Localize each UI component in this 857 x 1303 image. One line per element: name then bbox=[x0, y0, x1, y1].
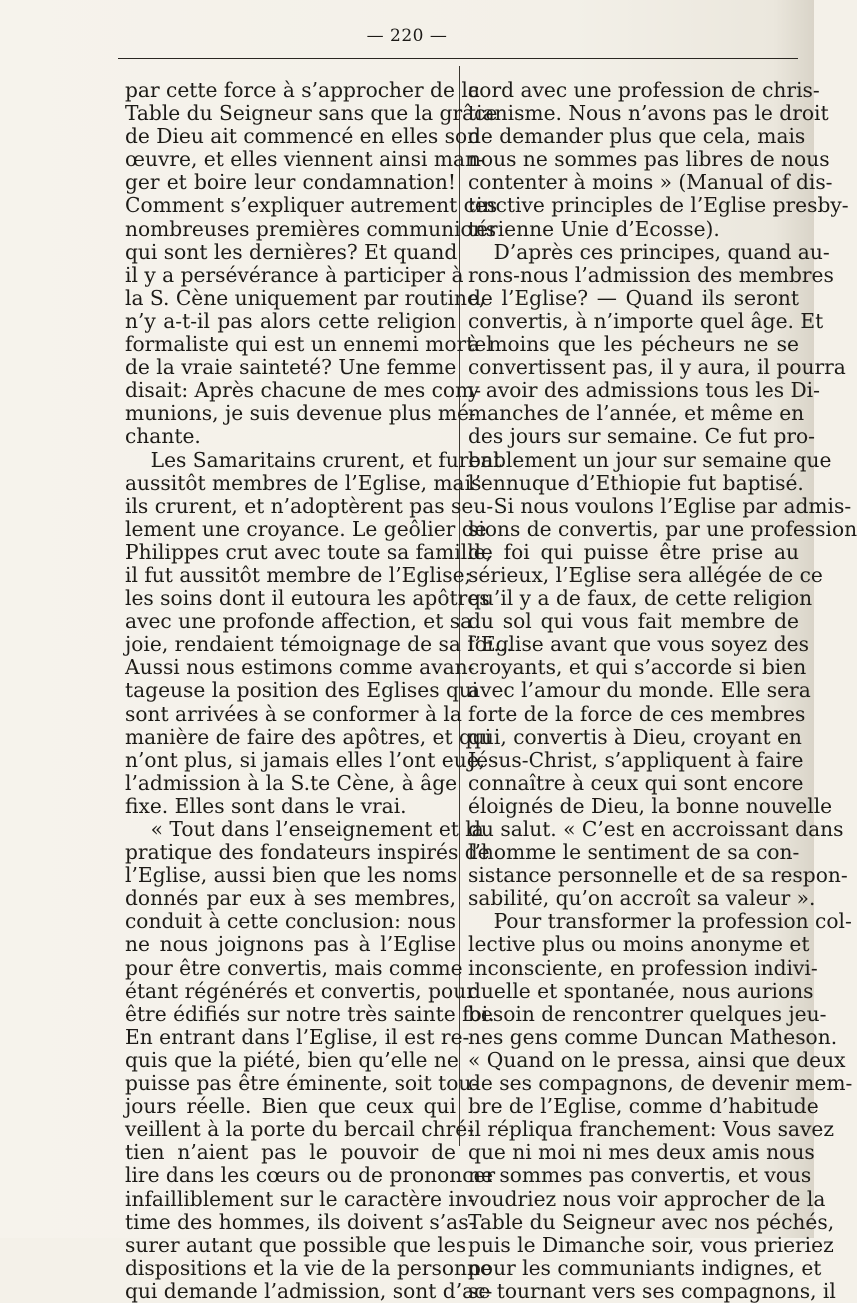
text-line: dispositions et la vie de la personne bbox=[125, 1255, 492, 1280]
text-line: sérieux, l’Eglise sera allégée de ce bbox=[468, 562, 823, 587]
text-line: ne sommes pas convertis, et vous bbox=[468, 1163, 812, 1188]
text-line: pour les communiants indignes, et bbox=[468, 1255, 822, 1280]
text-line: chante. bbox=[125, 424, 201, 449]
text-line: manière de faire des apôtres, et qui bbox=[125, 724, 492, 749]
text-line: sistance personnelle et de sa respon- bbox=[468, 863, 848, 888]
text-line: donnés par eux à ses membres, bbox=[125, 886, 456, 911]
text-line: lective plus ou moins anonyme et bbox=[468, 932, 810, 957]
text-line: quis que la piété, bien qu’elle ne bbox=[125, 1047, 459, 1072]
page-number: — 220 — bbox=[366, 26, 448, 46]
text-line: à moins que les pécheurs ne se bbox=[468, 332, 799, 357]
text-line: nombreuses premières communions bbox=[125, 216, 497, 241]
text-line: étant régénérés et convertis, pour bbox=[125, 978, 476, 1003]
text-line: Jésus-Christ, s’appliquent à faire bbox=[468, 747, 804, 772]
text-line: avec l’amour du monde. Elle sera bbox=[468, 678, 811, 703]
text-line: y avoir des admissions tous les Di- bbox=[468, 378, 820, 403]
text-line: Aussi nous estimons comme avan- bbox=[125, 655, 475, 680]
text-line: térienne Unie d’Ecosse). bbox=[468, 216, 720, 241]
text-line: sabilité, qu’on accroît sa valeur ». bbox=[468, 886, 816, 911]
text-line: fixe. Elles sont dans le vrai. bbox=[125, 793, 407, 818]
text-line: joie, rendaient témoignage de sa foi... bbox=[125, 632, 513, 657]
text-line: les soins dont il eutoura les apôtres bbox=[125, 586, 490, 611]
text-line: avec une profonde affection, et sa bbox=[125, 609, 473, 634]
text-line: En entrant dans l’Eglise, il est re- bbox=[125, 1024, 470, 1049]
text-line: manches de l’année, et même en bbox=[468, 401, 805, 426]
text-line: connaître à ceux qui sont encore bbox=[468, 770, 804, 795]
text-line: nous ne sommes pas libres de nous bbox=[468, 147, 830, 172]
text-line: lire dans les cœurs ou de prononcer bbox=[125, 1163, 496, 1188]
text-line: que ni moi ni mes deux amis nous bbox=[468, 1140, 815, 1165]
text-line: forte de la force de ces membres bbox=[468, 701, 806, 726]
text-line: duelle et spontanée, nous aurions bbox=[468, 978, 814, 1003]
text-line: de demander plus que cela, mais bbox=[468, 124, 806, 149]
text-line: convertissent pas, il y aura, il pourra bbox=[468, 355, 846, 380]
text-line: inconsciente, en profession indivi- bbox=[468, 955, 818, 980]
text-line: bablement un jour sur semaine que bbox=[468, 447, 832, 472]
text-line: être édifiés sur notre très sainte foi. bbox=[125, 1001, 495, 1026]
text-line: il y a persévérance à participer à bbox=[125, 262, 464, 287]
text-line: contenter à moins » (Manual of dis- bbox=[468, 170, 833, 195]
text-line: munions, je suis devenue plus mé- bbox=[125, 401, 476, 426]
text-line: pratique des fondateurs inspirés de bbox=[125, 840, 490, 865]
text-line: Comment s’expliquer autrement ces bbox=[125, 193, 498, 218]
text-line: des jours sur semaine. Ce fut pro- bbox=[468, 424, 816, 449]
text-line: Table du Seigneur avec nos péchés, bbox=[468, 1209, 835, 1234]
text-line: tien n’aient pas le pouvoir de bbox=[125, 1140, 456, 1165]
text-line: la S. Cène uniquement par routine, bbox=[125, 285, 486, 310]
text-line: puisse pas être éminente, soit tou- bbox=[125, 1071, 479, 1096]
text-line: Si nous voulons l’Eglise par admis- bbox=[468, 493, 852, 518]
text-line: infailliblement sur le caractère in- bbox=[125, 1186, 475, 1211]
text-line: de ses compagnons, de devenir mem- bbox=[468, 1071, 853, 1096]
text-line: il répliqua franchement: Vous savez bbox=[468, 1117, 835, 1142]
text-line: veillent à la porte du bercail chré- bbox=[125, 1117, 475, 1142]
text-line: D’après ces principes, quand au- bbox=[468, 239, 830, 264]
text-line: n’y a-t-il pas alors cette religion bbox=[125, 308, 456, 333]
text-line: l’ennuque d’Ethiopie fut baptisé. bbox=[468, 470, 804, 495]
text-line: time des hommes, ils doivent s’as- bbox=[125, 1209, 476, 1234]
text-line: se tournant vers ses compagnons, il bbox=[468, 1278, 836, 1303]
text-line: l’homme le sentiment de sa con- bbox=[468, 840, 800, 865]
text-line: nes gens comme Duncan Matheson. bbox=[468, 1024, 838, 1049]
text-line: rons-nous l’admission des membres bbox=[468, 262, 834, 287]
text-line: du sol qui vous fait membre de bbox=[468, 609, 799, 634]
text-line: ne nous joignons pas à l’Eglise bbox=[125, 932, 456, 957]
text-line: il fut aussitôt membre de l’Eglise; bbox=[125, 562, 472, 587]
text-line: tageuse la position des Eglises qui bbox=[125, 678, 479, 703]
text-line: bre de l’Eglise, comme d’habitude bbox=[468, 1094, 819, 1119]
text-line: Pour transformer la profession col- bbox=[468, 909, 852, 934]
text-line: ger et boire leur condamnation! bbox=[125, 170, 456, 195]
left-column bbox=[125, 78, 513, 1303]
text-line: jours réelle. Bien que ceux qui bbox=[125, 1094, 456, 1119]
header-rule bbox=[118, 58, 798, 59]
text-line: aussitôt membres de l’Eglise, mais bbox=[125, 470, 482, 495]
text-line: qui, convertis à Dieu, croyant en bbox=[468, 724, 802, 749]
text-line: disait: Après chacune de mes com- bbox=[125, 378, 482, 403]
text-line: tianisme. Nous n’avons pas le droit bbox=[468, 101, 829, 126]
text-line: besoin de rencontrer quelques jeu- bbox=[468, 1001, 827, 1026]
right-column bbox=[468, 78, 857, 1303]
text-line: conduit à cette conclusion: nous bbox=[125, 909, 456, 934]
text-line: œuvre, et elles viennent ainsi man- bbox=[125, 147, 485, 172]
text-line: qui demande l’admission, sont d’ac- bbox=[125, 1278, 493, 1303]
text-line: pour être convertis, mais comme bbox=[125, 955, 463, 980]
text-line: puis le Dimanche soir, vous prieriez bbox=[468, 1232, 834, 1257]
text-line: qui sont les dernières? Et quand bbox=[125, 239, 458, 264]
text-line: Philippes crut avec toute sa famille, bbox=[125, 539, 493, 564]
text-line: l’Eglise, aussi bien que les noms bbox=[125, 863, 458, 888]
text-line: surer autant que possible que les bbox=[125, 1232, 467, 1257]
text-line: « Quand on le pressa, ainsi que deux bbox=[468, 1047, 846, 1072]
text-line: convertis, à n’importe quel âge. Et bbox=[468, 308, 824, 333]
text-line: l’Eglise avant que vous soyez des bbox=[468, 632, 809, 657]
text-line: sions de convertis, par une profession bbox=[468, 516, 857, 541]
text-line: éloignés de Dieu, la bonne nouvelle bbox=[468, 793, 833, 818]
text-line: sont arrivées à se conformer à la bbox=[125, 701, 462, 726]
text-line: de la vraie sainteté? Une femme bbox=[125, 355, 457, 380]
text-line: cord avec une profession de chris- bbox=[468, 78, 820, 102]
text-line: lement une croyance. Le geôlier de bbox=[125, 516, 487, 541]
text-line: ils crurent, et n’adoptèrent pas seu- bbox=[125, 493, 494, 518]
text-line: Table du Seigneur sans que la grâce bbox=[125, 101, 498, 126]
text-line: voudriez nous voir approcher de la bbox=[468, 1186, 826, 1211]
text-line: de foi qui puisse être prise au bbox=[468, 539, 799, 564]
text-line: Les Samaritains crurent, et furent bbox=[125, 447, 502, 472]
text-line: de l’Eglise? — Quand ils seront bbox=[468, 285, 799, 310]
text-line: tinctive principles de l’Eglise presby- bbox=[468, 193, 849, 218]
text-line: n’ont plus, si jamais elles l’ont eue, bbox=[125, 747, 486, 772]
text-line: qu’il y a de faux, de cette religion bbox=[468, 586, 813, 611]
text-line: croyants, et qui s’accorde si bien bbox=[468, 655, 807, 680]
text-line: l’admission à la S.te Cène, à âge bbox=[125, 770, 458, 795]
text-line: formaliste qui est un ennemi mortel bbox=[125, 332, 493, 357]
text-line: par cette force à s’approcher de la bbox=[125, 78, 480, 102]
text-line: du salut. « C’est en accroissant dans bbox=[468, 817, 844, 841]
text-line: « Tout dans l’enseignement et la bbox=[125, 817, 484, 841]
text-line: de Dieu ait commencé en elles son bbox=[125, 124, 481, 149]
